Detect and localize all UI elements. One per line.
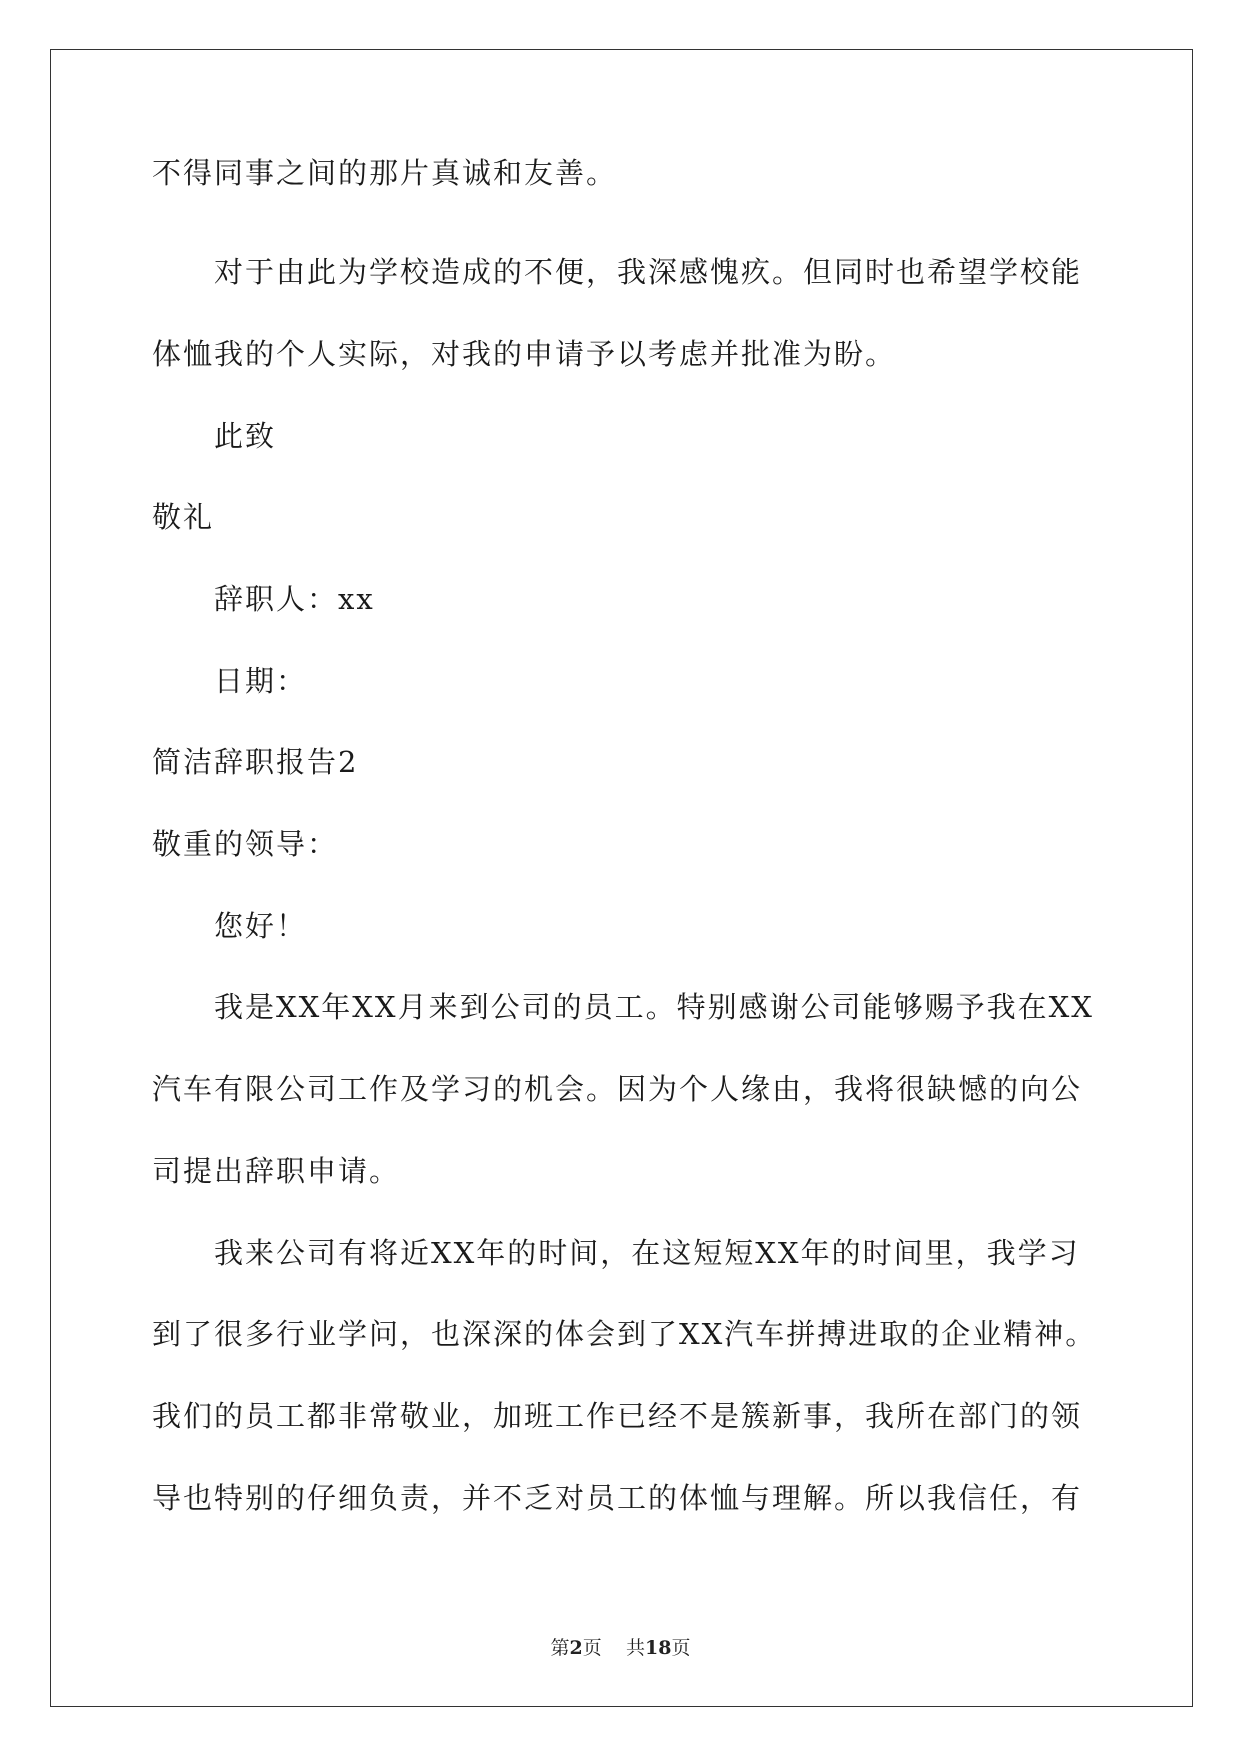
paragraph-line: 对于由此为学校造成的不便，我深感愧疚。但同时也希望学校能 (214, 255, 1083, 289)
paragraph-line: 体恤我的个人实际，对我的申请予以考虑并批准为盼。 (152, 337, 897, 371)
footer-page-number: 2 (569, 1637, 583, 1659)
greeting-recipient: 敬重的领导： (152, 827, 339, 861)
greeting: 您好！ (214, 909, 308, 943)
footer-total-prefix: 共 (625, 1637, 645, 1659)
page-footer (0, 1636, 1241, 1660)
paragraph-line: 到了很多行业学问，也深深的体会到了XX汽车拼搏进取的企业精神。 (152, 1317, 1097, 1351)
paragraph-line: 我们的员工都非常敬业，加班工作已经不是簇新事，我所在部门的领 (152, 1399, 1083, 1433)
signature-line: 辞职人：xx (214, 582, 375, 616)
page-border (50, 49, 1193, 1707)
footer-prefix: 第 (550, 1637, 570, 1659)
paragraph-line: 我是XX年XX月来到公司的员工。特别感谢公司能够赐予我在XX (214, 990, 1094, 1024)
paragraph-line: 司提出辞职申请。 (152, 1154, 401, 1188)
paragraph-line: 导也特别的仔细负责，并不乏对员工的体恤与理解。所以我信任，有 (152, 1481, 1083, 1515)
paragraph-line: 汽车有限公司工作及学习的机会。因为个人缘由，我将很缺憾的向公 (152, 1072, 1083, 1106)
footer-total-pages: 18 (644, 1637, 672, 1659)
footer-page-suffix: 页 (582, 1637, 602, 1659)
footer-total-suffix: 页 (671, 1637, 691, 1659)
section-title: 简洁辞职报告2 (152, 745, 359, 779)
closing-regards: 敬礼 (152, 500, 215, 534)
paragraph-line: 我来公司有将近XX年的时间，在这短短XX年的时间里，我学习 (214, 1236, 1080, 1270)
paragraph-line: 不得同事之间的那片真诚和友善。 (152, 156, 618, 190)
date-line: 日期： (214, 664, 308, 698)
closing-salutation: 此致 (214, 419, 277, 453)
